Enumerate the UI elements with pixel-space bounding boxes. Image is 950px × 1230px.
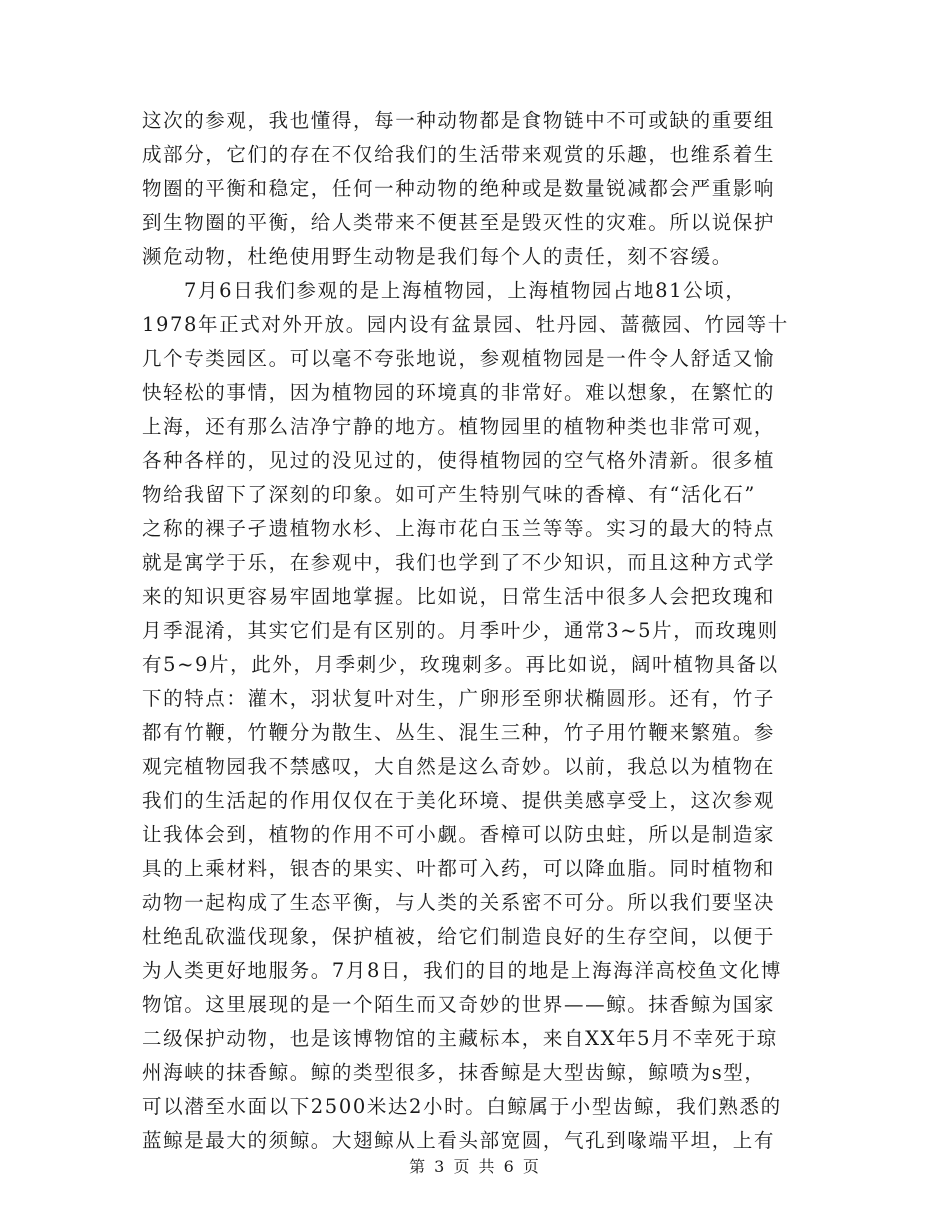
text-line: 各种各样的，见过的没见过的，使得植物园的空气格外清新。很多植	[142, 449, 776, 472]
text-line: 成部分，它们的存在不仅给我们的生活带来观赏的乐趣，也维系着生	[142, 143, 776, 166]
text-line: 杜绝乱砍滥伐现象，保护植被，给它们制造良好的生存空间，以便于	[142, 925, 776, 948]
text-line: 州海峡的抹香鲸。鲸的类型很多，抹香鲸是大型齿鲸，鲸喷为s型，	[142, 1061, 766, 1084]
body-text	[142, 104, 802, 1158]
text-line: 就是寓学于乐，在参观中，我们也学到了不少知识，而且这种方式学	[142, 551, 776, 574]
text-line: 上海，还有那么洁净宁静的地方。植物园里的植物种类也非常可观，	[142, 415, 776, 438]
text-line: 动物一起构成了生态平衡，与人类的关系密不可分。所以我们要坚决	[142, 891, 776, 914]
current-page-number: 3	[434, 1157, 447, 1176]
text-line: 都有竹鞭，竹鞭分为散生、丛生、混生三种，竹子用竹鞭来繁殖。参	[142, 721, 776, 744]
page-footer	[0, 1154, 950, 1177]
text-line: 为人类更好地服务。7月8日，我们的目的地是上海海洋高校鱼文化博	[142, 959, 782, 982]
text-line: 来的知识更容易牢固地掌握。比如说，日常生活中很多人会把玫瑰和	[142, 585, 776, 608]
text-line: 物馆。这里展现的是一个陌生而又奇妙的世界——鲸。抹香鲸为国家	[142, 993, 776, 1016]
text-line: 具的上乘材料，银杏的果实、叶都可入药，可以降血脂。同时植物和	[142, 857, 776, 880]
text-line: 观完植物园我不禁感叹，大自然是这么奇妙。以前，我总以为植物在	[142, 755, 776, 778]
text-line: 1978年正式对外开放。园内设有盆景园、牡丹园、蔷薇园、竹园等十	[142, 313, 789, 336]
text-line: 蓝鲸是最大的须鲸。大翅鲸从上看头部宽圆，气孔到喙端平坦，上有	[142, 1129, 776, 1152]
total-page-count: 6	[503, 1157, 516, 1176]
text-line: 几个专类园区。可以毫不夸张地说，参观植物园是一件令人舒适又愉	[142, 347, 776, 370]
text-line: 之称的裸子孑遗植物水杉、上海市花白玉兰等等。实习的最大的特点	[142, 517, 776, 540]
paragraph-start-line: 7月6日我们参观的是上海植物园，上海植物园占地81公顷，	[184, 279, 747, 302]
text-line: 物圈的平衡和稳定，任何一种动物的绝种或是数量锐减都会严重影响	[142, 177, 776, 200]
text-line: 到生物圈的平衡，给人类带来不便甚至是毁灭性的灾难。所以说保护	[142, 211, 776, 234]
text-line: 我们的生活起的作用仅仅在于美化环境、提供美感享受上，这次参观	[142, 789, 776, 812]
text-line: 濒危动物，杜绝使用野生动物是我们每个人的责任，刻不容缓。	[142, 245, 733, 268]
text-line: 快轻松的事情，因为植物园的环境真的非常好。难以想象，在繁忙的	[142, 381, 776, 404]
footer-suffix: 页	[522, 1157, 541, 1176]
text-line: 这次的参观，我也懂得，每一种动物都是食物链中不可或缺的重要组	[142, 109, 776, 132]
footer-prefix: 第	[409, 1157, 428, 1176]
text-line: 二级保护动物，也是该博物馆的主藏标本，来自XX年5月不幸死于琼	[142, 1027, 778, 1050]
text-line: 下的特点：灌木，羽状复叶对生，广卵形至卵状椭圆形。还有，竹子	[142, 687, 776, 710]
text-line: 让我体会到，植物的作用不可小觑。香樟可以防虫蛀，所以是制造家	[142, 823, 776, 846]
text-line: 可以潜至水面以下2500米达2小时。白鲸属于小型齿鲸，我们熟悉的	[142, 1095, 782, 1118]
footer-middle: 页 共	[453, 1157, 497, 1176]
text-line: 月季混淆，其实它们是有区别的。月季叶少，通常3~5片，而玫瑰则	[142, 619, 779, 642]
text-line: 有5~9片，此外，月季刺少，玫瑰刺多。再比如说，阔叶植物具备以	[142, 653, 779, 676]
text-line: 物给我留下了深刻的印象。如可产生特别气味的香樟、有“活化石”	[142, 483, 756, 506]
